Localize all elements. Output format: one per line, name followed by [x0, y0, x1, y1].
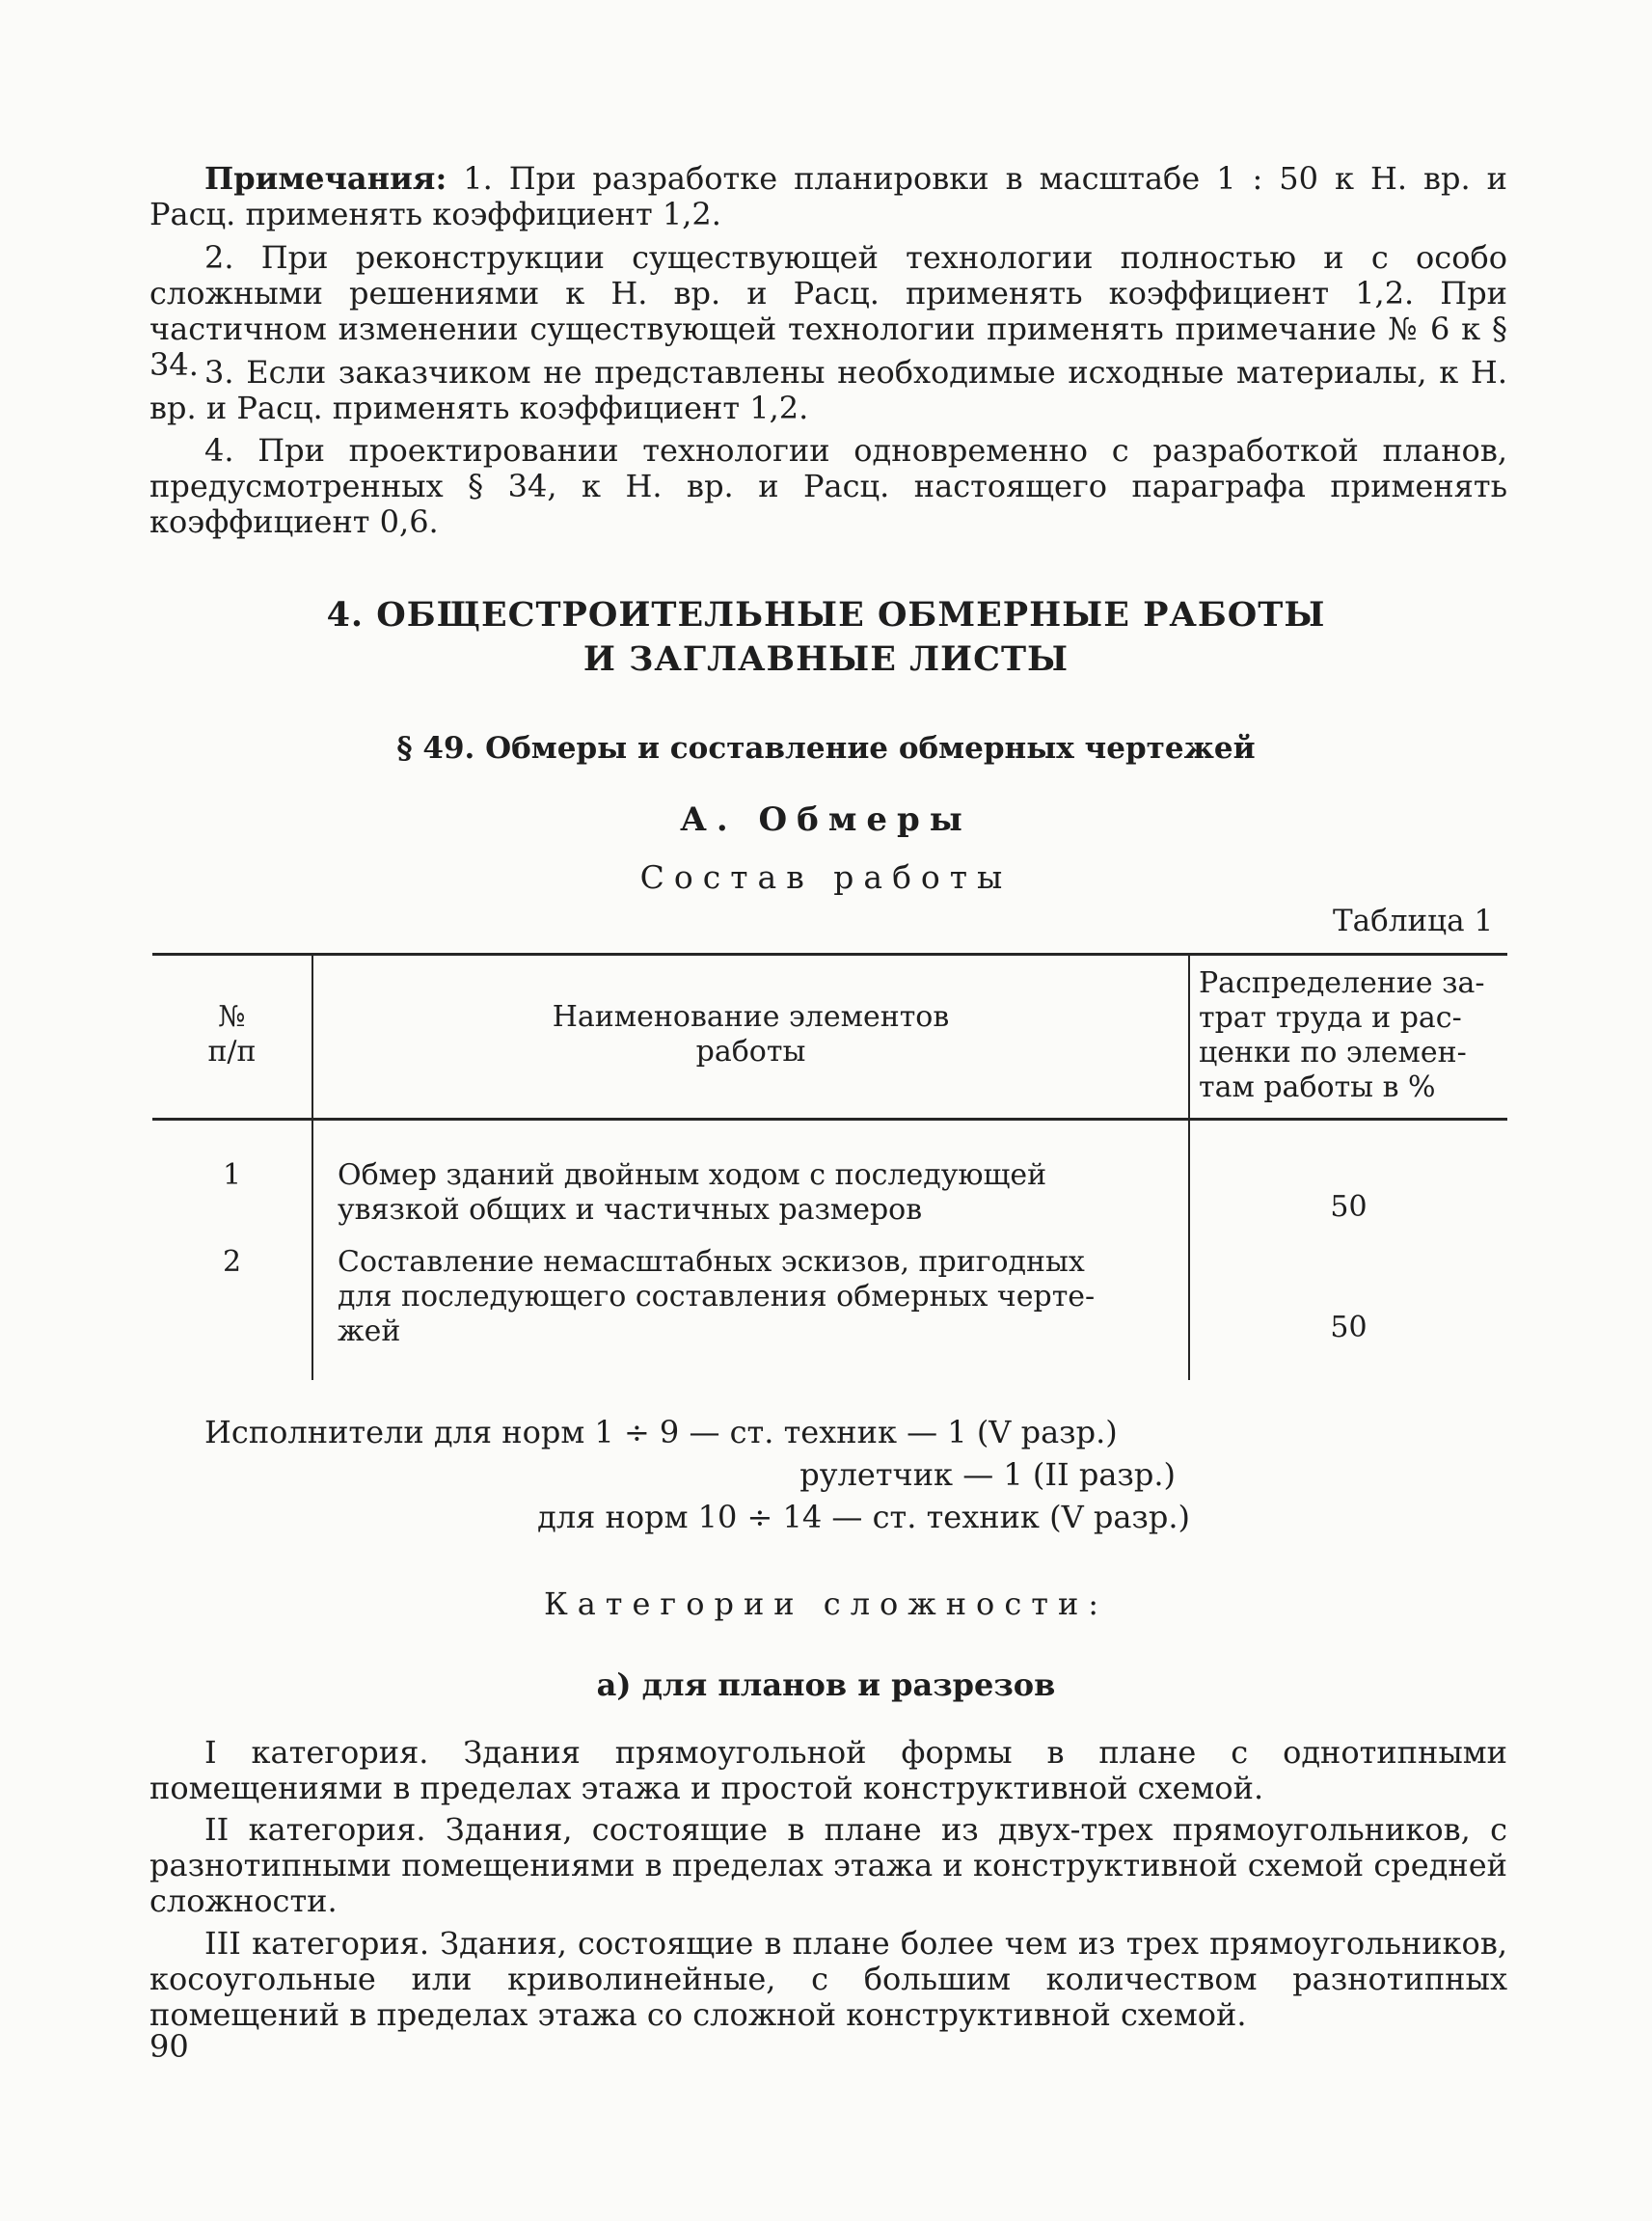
note-1	[149, 161, 1507, 232]
performers-line1: Исполнители для норм 1 ÷ 9 — ст. техник — 1 (V разр.)	[204, 1414, 1118, 1450]
row-1-name	[338, 1158, 1177, 1228]
category-1: I категория. Здания прямоугольной формы в плане с однотипными помещениями в пределах этажа и простой конструктивной схемой.	[149, 1734, 1507, 1806]
note-3	[149, 355, 1507, 426]
row-2-name	[338, 1245, 1177, 1349]
row-1-name-line1: Обмер зданий двойным ходом с последующей	[338, 1158, 1047, 1192]
note-4	[149, 433, 1507, 540]
header-distribution-line4: там работы в %	[1199, 1070, 1436, 1104]
row-1-name-line2: увязкой общих и частичных размеров	[338, 1193, 923, 1227]
category-3: III категория. Здания, состоящие в плане более чем из трех прямоугольников, косоугольные или криволинейные, с большим количеством разнотипных помещений в пределах этажа со сложной конструктивной схемой.	[149, 1925, 1507, 2033]
note-4-text: 4. При проектировании технологии одновременно с разработкой планов, предусмотренных § 34, к Н. вр. и Расц. настоящего параграфа применять коэффициент 0,6.	[149, 432, 1507, 540]
header-name	[313, 1000, 1188, 1070]
chapter-title-line2: И ЗАГЛАВНЫЕ ЛИСТЫ	[582, 639, 1070, 679]
complexity-title: Категории сложности:	[543, 1585, 1109, 1622]
row-1-percent: 50	[1330, 1190, 1368, 1224]
table-label: Таблица 1	[1333, 904, 1494, 938]
header-name-line2: работы	[695, 1035, 806, 1069]
header-number-line2: п/п	[207, 1035, 257, 1069]
row-2-percent: 50	[1330, 1311, 1368, 1344]
work-composition-title: Состав работы	[639, 858, 1013, 896]
performers-line3: для норм 10 ÷ 14 — ст. техник (V разр.)	[537, 1499, 1190, 1535]
header-distribution-line3: ценки по элемен-	[1199, 1036, 1467, 1070]
header-name-line1: Наименование элементов	[552, 1000, 950, 1034]
header-distribution-line2: трат труда и рас-	[1199, 1001, 1462, 1035]
category-2: II категория. Здания, состоящие в плане из двух-трех прямоугольников, с разнотипными помещениями в пределах этажа и конструктивной схемой средней сложности.	[149, 1811, 1507, 1919]
row-2-name-line2: для последующего составления обмерных черте-	[338, 1280, 1096, 1314]
row-2-number: 2	[222, 1245, 242, 1279]
page-number: 90	[149, 2028, 189, 2065]
table-header-rule	[152, 1118, 1507, 1121]
performers-line2: рулетчик — 1 (II разр.)	[799, 1456, 1176, 1493]
table-top-rule	[152, 953, 1507, 956]
header-distribution	[1199, 966, 1507, 1105]
notes-label: Примечания:	[204, 160, 447, 197]
header-distribution-line1: Распределение за-	[1199, 966, 1485, 1000]
header-number	[152, 1000, 311, 1070]
note-1-text: 1. При разработке планировки в масштабе 1 : 50 к Н. вр. и Расц. применять коэффициент 1,2.	[149, 160, 1507, 232]
section-title: § 49. Обмеры и составление обмерных чертежей	[396, 731, 1256, 766]
row-1-number: 1	[222, 1158, 242, 1192]
row-2-name-line1: Составление немасштабных эскизов, пригодных	[338, 1245, 1085, 1279]
note-2-text: 2. При реконструкции существующей технологии полностью и с особо сложными решениями к Н. вр. и Расц. применять коэффициент 1,2. При частичном изменении существующей технологии применять примечание № 6 к § 34.	[149, 239, 1507, 383]
header-number-line1: №	[218, 1000, 246, 1034]
note-3-text: 3. Если заказчиком не представлены необходимые исходные материалы, к Н. вр. и Расц. применять коэффициент 1,2.	[149, 354, 1507, 426]
subsection-title: А. Обмеры	[680, 800, 972, 839]
row-2-name-line3: жей	[338, 1314, 401, 1348]
chapter-title-line1: 4. ОБЩЕСТРОИТЕЛЬНЫЕ ОБМЕРНЫЕ РАБОТЫ	[326, 595, 1326, 635]
complexity-subtitle: а) для планов и разрезов	[596, 1666, 1056, 1703]
